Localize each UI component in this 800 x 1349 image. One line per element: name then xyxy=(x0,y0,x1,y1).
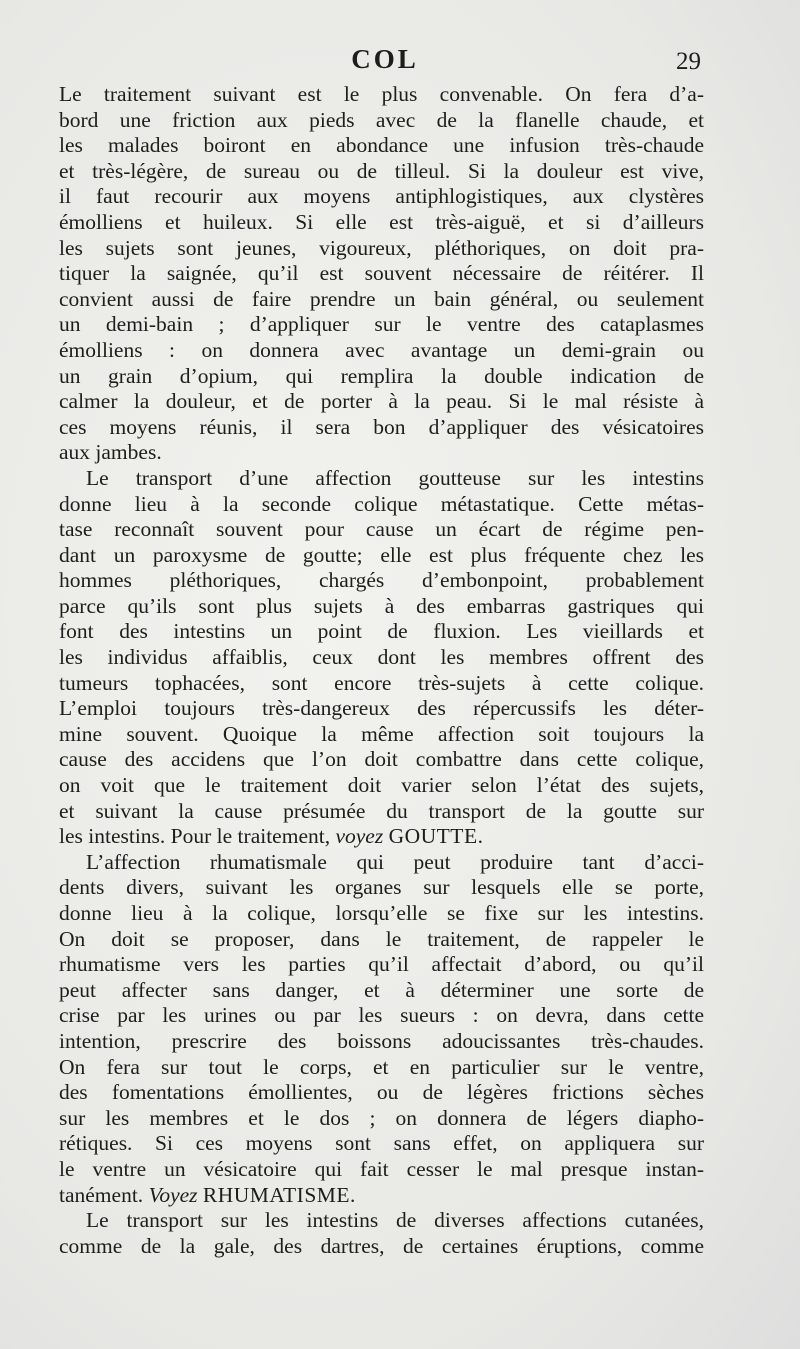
page-number: 29 xyxy=(676,48,701,75)
text-line: calmer la douleur, et de porter à la peau. Si le mal résiste à xyxy=(59,389,704,414)
text-line: rétiques. Si ces moyens sont sans effet, on appliquera sur xyxy=(59,1131,704,1156)
text-line: Le transport sur les intestins de diverses affections cutanées, xyxy=(86,1208,704,1233)
text-line: cause des accidens que l’on doit combattre dans cette colique, xyxy=(59,747,704,772)
text-line: tumeurs tophacées, sont encore très-sujets à cette colique. xyxy=(59,670,704,695)
text-line: émolliens : on donnera avec avantage un demi-grain ou xyxy=(59,337,704,362)
text-line: tiquer la saignée, qu’il est souvent nécessaire de réitérer. Il xyxy=(59,261,704,286)
text-line: dents divers, suivant les organes sur lesquels elle se porte, xyxy=(59,875,704,900)
body-text xyxy=(59,82,704,1259)
text-line: les sujets sont jeunes, vigoureux, pléthoriques, on doit pra- xyxy=(59,235,704,260)
text-line: et très-légère, de sureau ou de tilleul. Si la douleur est vive, xyxy=(59,158,704,183)
text-line: Le transport d’une affection goutteuse sur les intestins xyxy=(86,465,704,490)
text-line: L’affection rhumatismale qui peut produire tant d’acci- xyxy=(86,849,704,874)
text-line: intention, prescrire des boissons adoucissantes très-chaudes. xyxy=(59,1028,704,1053)
text-line: ces moyens réunis, il sera bon d’appliquer des vésicatoires xyxy=(59,414,704,439)
text-line: un grain d’opium, qui remplira la double indication de xyxy=(59,363,704,388)
cross-reference-target: GOUTTE. xyxy=(388,824,484,849)
text-line: mine souvent. Quoique la même affection soit toujours la xyxy=(59,721,704,746)
text-line: comme de la gale, des dartres, de certaines éruptions, comme xyxy=(59,1233,704,1258)
text-line: les malades boiront en abondance une infusion très-chaude xyxy=(59,133,704,158)
text-line: il faut recourir aux moyens antiphlogistiques, aux clystères xyxy=(59,184,704,209)
running-title: COL xyxy=(351,44,419,74)
text-line: crise par les urines ou par les sueurs : on devra, dans cette xyxy=(59,1003,704,1028)
text-line: font des intestins un point de fluxion. Les vieillards et xyxy=(59,619,704,644)
text-line: le ventre un vésicatoire qui fait cesser le mal presque instan- xyxy=(59,1156,704,1181)
text-line: et suivant la cause présumée du transport de la goutte sur xyxy=(59,798,704,823)
text-run: les intestins. Pour le traitement, xyxy=(59,824,331,849)
text-line: convient aussi de faire prendre un bain général, ou seulement xyxy=(59,286,704,311)
cross-reference-label: Voyez xyxy=(148,1182,198,1207)
text-line: des fomentations émollientes, ou de légères frictions sèches xyxy=(59,1080,704,1105)
text-line: donne lieu à la seconde colique métastatique. Cette métas- xyxy=(59,491,704,516)
paragraph-1 xyxy=(59,82,704,466)
text-line: dant un paroxysme de goutte; elle est plus fréquente chez les xyxy=(59,542,704,567)
text-line: rhumatisme vers les parties qu’il affectait d’abord, ou qu’il xyxy=(59,952,704,977)
cross-reference-target: RHUMATISME. xyxy=(202,1182,356,1207)
page-header xyxy=(0,44,800,78)
text-line: un demi-bain ; d’appliquer sur le ventre des cataplasmes xyxy=(59,312,704,337)
text-line: aux jambes. xyxy=(59,440,162,465)
text-line: tase reconnaît souvent pour cause un écart de régime pen- xyxy=(59,517,704,542)
text-line xyxy=(59,1183,704,1209)
text-line: hommes pléthoriques, chargés d’embonpoint, probablement xyxy=(59,568,704,593)
text-line: L’emploi toujours très-dangereux des répercussifs les déter- xyxy=(59,696,704,721)
text-line: peut affecter sans danger, et à déterminer une sorte de xyxy=(59,977,704,1002)
text-line: émolliens et huileux. Si elle est très-aiguë, et si d’ailleurs xyxy=(59,209,704,234)
paragraph-2 xyxy=(59,466,704,850)
paragraph-4 xyxy=(59,1208,704,1259)
cross-reference-label: voyez xyxy=(335,824,384,849)
text-line: parce qu’ils sont plus sujets à des embarras gastriques qui xyxy=(59,593,704,618)
text-line xyxy=(59,824,704,850)
text-line: sur les membres et le dos ; on donnera de légers diapho- xyxy=(59,1105,704,1130)
paragraph-3 xyxy=(59,850,704,1208)
text-line: on voit que le traitement doit varier selon l’état des sujets, xyxy=(59,773,704,798)
text-line: Le traitement suivant est le plus convenable. On fera d’a- xyxy=(59,82,704,106)
text-line: On doit se proposer, dans le traitement, de rappeler le xyxy=(59,926,704,951)
text-line: donne lieu à la colique, lorsqu’elle se fixe sur les intestins. xyxy=(59,901,704,925)
text-run: tanément. xyxy=(59,1182,144,1207)
text-line: On fera sur tout le corps, et en particulier sur le ventre, xyxy=(59,1054,704,1079)
text-line: bord une friction aux pieds avec de la flanelle chaude, et xyxy=(59,107,704,132)
text-line: les individus affaiblis, ceux dont les membres offrent des xyxy=(59,645,704,670)
